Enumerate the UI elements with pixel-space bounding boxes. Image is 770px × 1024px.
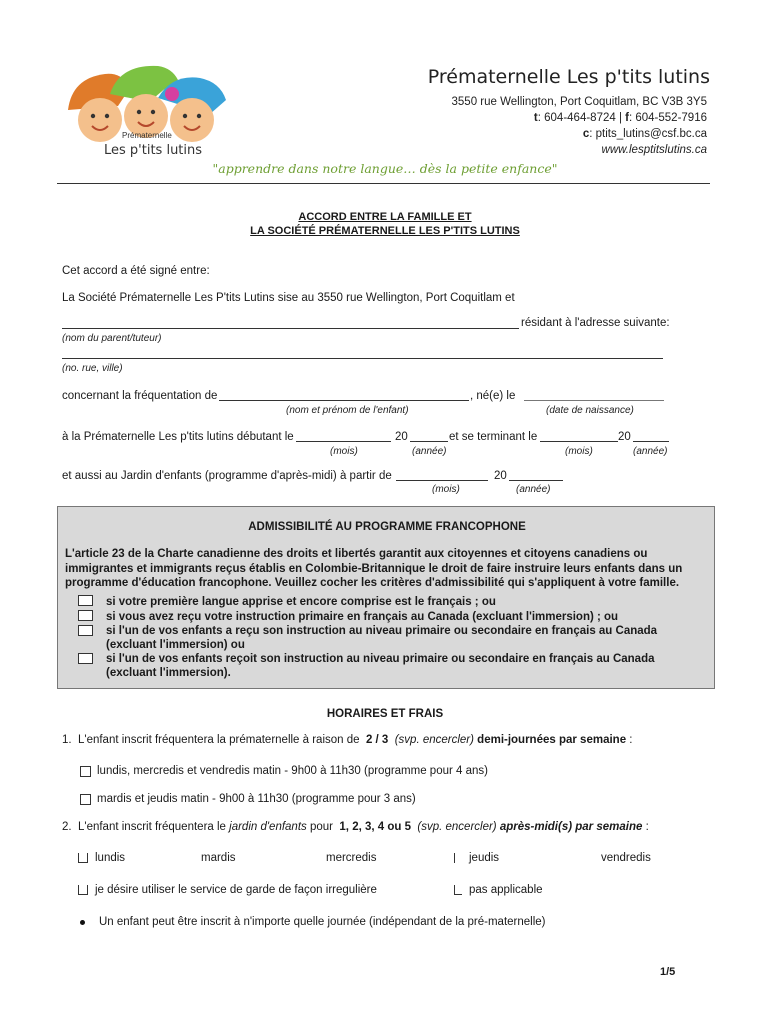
start-month-caption: (mois) [330, 446, 358, 457]
criterion-3-checkbox[interactable] [78, 625, 93, 636]
logo-large-text: Les p'tits lutins [104, 143, 203, 158]
org-phone-fax: t: 604-464-8724 | f: 604-552-7916 [533, 112, 707, 124]
parent-caption: (nom du parent/tuteur) [62, 333, 162, 344]
concerning-text: concernant la fréquentation de [62, 390, 218, 402]
day-jeudis-checkbox[interactable] [454, 853, 458, 863]
criterion-3-text: si l'un de vos enfants a reçu son instruction au niveau primaire ou secondaire en français au Canada (excluant l'immersion) ou [106, 625, 658, 651]
org-email: c: ptits_lutins@csf.bc.ca [582, 128, 707, 140]
garden-year-prefix: 20 [494, 470, 507, 482]
start-text: à la Prématernelle Les p'tits lutins débutant le [62, 431, 294, 443]
criterion-4-checkbox[interactable] [78, 653, 93, 664]
eligibility-paragraph: L'article 23 de la Charte canadienne des droits et libertés garantit aux citoyennes et citoyens canadiens ou immigrantes et immigrants reçus établis en Colombie-Britannique le droit de faire instruire leurs enfants dans un programme d'éducation francophone. Veuillez cocher les critères d'admissibilité qui s'appliquent à votre famille. [65, 548, 683, 589]
criterion-2-text: si vous avez reçu votre instruction primaire en français au Canada (excluant l'immersion) ; ou [106, 611, 619, 623]
garden-month-field[interactable] [396, 469, 488, 481]
address-caption: (no. rue, ville) [62, 363, 123, 374]
org-website: www.lesptitslutins.ca [601, 144, 707, 156]
day-lundis-label: lundis [95, 852, 126, 864]
day-mercredis-label: mercredis [326, 852, 377, 864]
eligibility-title: ADMISSIBILITÉ AU PROGRAMME FRANCOPHONE [248, 521, 526, 533]
morning-4yr-label: lundis, mercredis et vendredis matin - 9h00 à 11h30 (programme pour 4 ans) [97, 765, 488, 777]
criterion-2-checkbox[interactable] [78, 610, 93, 621]
parent-name-field[interactable] [62, 317, 519, 329]
org-name: Prématernelle Les p'tits lutins [427, 66, 710, 88]
not-applicable-label: pas applicable [469, 884, 543, 896]
question-2: 2. L'enfant inscrit fréquentera le jardin d'enfants pour 1, 2, 3, 4 ou 5 (svp. encercler) après-midi(s) par semaine : [62, 821, 649, 833]
child-caption: (nom et prénom de l'enfant) [286, 405, 409, 416]
end-year-field[interactable] [633, 430, 669, 442]
page-number: 1/5 [660, 966, 676, 978]
end-month-field[interactable] [540, 430, 618, 442]
residing-text: résidant à l'adresse suivante: [521, 317, 670, 329]
dob-caption: (date de naissance) [546, 405, 634, 416]
born-text: , né(e) le [470, 390, 516, 402]
end-text: et se terminant le [449, 431, 538, 443]
morning-3yr-label: mardis et jeudis matin - 9h00 à 11h30 (programme pour 3 ans) [97, 793, 416, 805]
header-divider [57, 183, 710, 184]
end-month-caption: (mois) [565, 446, 593, 457]
morning-4yr-checkbox[interactable] [80, 766, 91, 777]
logo-small-text: Prématernelle [122, 131, 172, 140]
criterion-1-checkbox[interactable] [78, 595, 93, 606]
agreement-title-line2: LA SOCIÉTÉ PRÉMATERNELLE LES P'TITS LUTINS [250, 225, 520, 237]
garden-year-field[interactable] [509, 469, 563, 481]
hours-title: HORAIRES ET FRAIS [326, 708, 444, 720]
irregular-label: je désire utiliser le service de garde de façon irregulière [95, 884, 377, 896]
end-year-prefix: 20 [618, 431, 631, 443]
society-text: La Société Prématernelle Les P'tits Lutins sise au 3550 rue Wellington, Port Coquitlam et [62, 292, 515, 304]
dob-field[interactable] [524, 389, 664, 401]
question-1: 1. L'enfant inscrit fréquentera la prématernelle à raison de 2 / 3 (svp. encercler) demi-journées par semaine : [62, 734, 633, 746]
irregular-checkbox[interactable] [78, 885, 88, 895]
day-jeudis-label: jeudis [469, 852, 500, 864]
note-text: Un enfant peut être inscrit à n'importe quelle journée (indépendant de la pré-maternelle) [99, 916, 546, 928]
garden-month-caption: (mois) [432, 484, 460, 495]
note-bullet [80, 920, 85, 925]
start-year-caption: (année) [412, 446, 447, 457]
criterion-4-text: si l'un de vos enfants reçoit son instruction au niveau primaire ou secondaire en français au Canada (excluant l'immersion). [106, 653, 655, 679]
day-mardis-label: mardis [201, 852, 236, 864]
garden-year-caption: (année) [516, 484, 551, 495]
day-vendredis-label: vendredis [601, 852, 651, 864]
org-address: 3550 rue Wellington, Port Coquitlam, BC V3B 3Y5 [451, 96, 707, 108]
start-year-field[interactable] [410, 430, 448, 442]
child-name-field[interactable] [219, 389, 469, 401]
address-field[interactable] [62, 347, 663, 359]
start-year-prefix: 20 [395, 431, 408, 443]
start-month-field[interactable] [296, 430, 391, 442]
preschool-logo [60, 58, 240, 163]
not-applicable-checkbox[interactable] [454, 885, 462, 895]
garden-text: et aussi au Jardin d'enfants (programme d'après-midi) à partir de [62, 470, 392, 482]
morning-3yr-checkbox[interactable] [80, 794, 91, 805]
eligibility-section [57, 506, 715, 689]
end-year-caption: (année) [633, 446, 668, 457]
signed-between-text: Cet accord a été signé entre: [62, 265, 210, 277]
criterion-1-text: si votre première langue apprise et encore comprise est le français ; ou [106, 596, 496, 608]
agreement-title-line1: ACCORD ENTRE LA FAMILLE ET [298, 211, 472, 223]
tagline: "apprendre dans notre langue… dès la petite enfance" [212, 161, 558, 176]
day-lundis-checkbox[interactable] [78, 853, 88, 863]
